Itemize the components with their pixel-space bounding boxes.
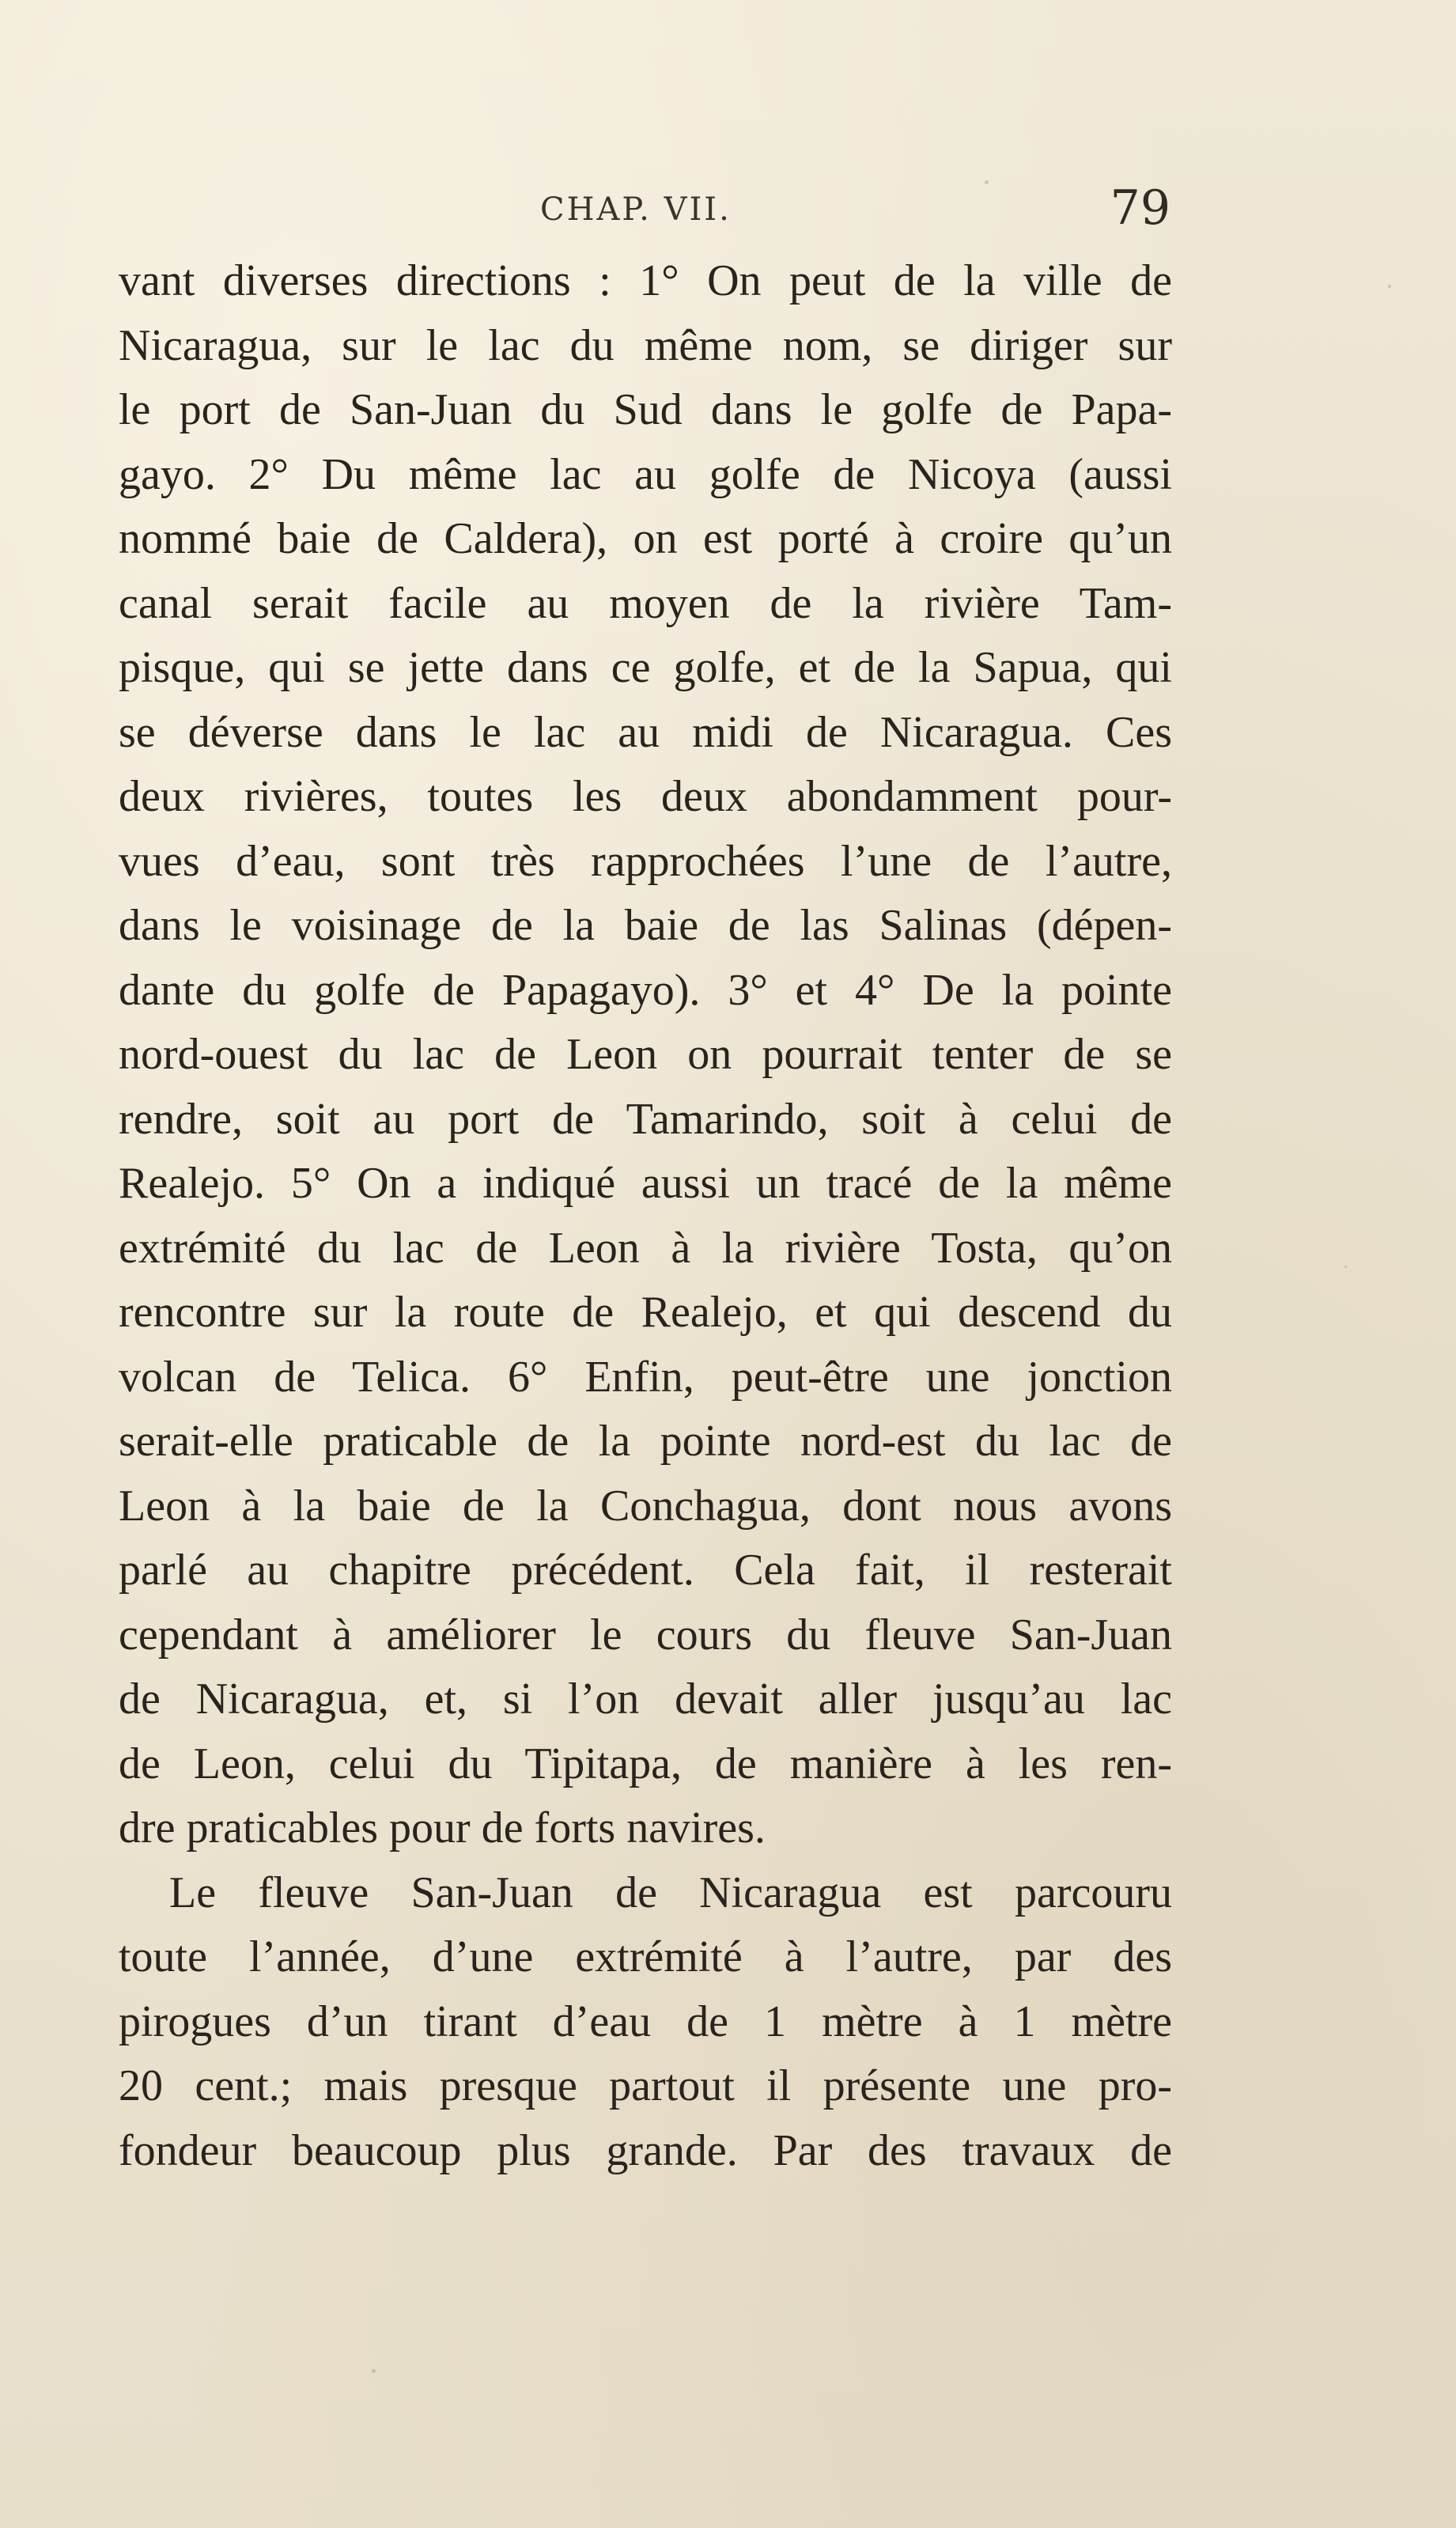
paper-speck bbox=[1388, 285, 1391, 288]
text-line: dans le voisinage de la baie de las Salinas (dépen- bbox=[119, 901, 1172, 950]
text-line-paragraph-end: dre praticables pour de forts navires. bbox=[119, 1803, 766, 1852]
text-line: se déverse dans le lac au midi de Nicaragua. Ces bbox=[119, 707, 1172, 757]
paper-speck bbox=[1344, 1266, 1347, 1268]
text-line: vant diverses directions : 1° On peut de la ville de bbox=[119, 256, 1172, 305]
page-header bbox=[119, 180, 1170, 244]
page-number: 79 bbox=[1110, 180, 1170, 236]
text-line: toute l’année, d’une extrémité à l’autre, par des bbox=[119, 1932, 1172, 1981]
text-line: pirogues d’un tirant d’eau de 1 mètre à 1 mètre bbox=[119, 1996, 1172, 2046]
text-line: cependant à améliorer le cours du fleuve San-Juan bbox=[119, 1610, 1172, 1659]
text-line: pisque, qui se jette dans ce golfe, et de la Sapua, qui bbox=[119, 643, 1172, 692]
text-line: Nicaragua, sur le lac du même nom, se diriger sur bbox=[119, 320, 1172, 370]
text-line: volcan de Telica. 6° Enfin, peut-être une jonction bbox=[119, 1352, 1172, 1402]
text-line: de Leon, celui du Tipitapa, de manière à les ren- bbox=[119, 1739, 1172, 1788]
text-line: Leon à la baie de la Conchagua, dont nous avons bbox=[119, 1481, 1172, 1531]
text-line: de Nicaragua, et, si l’on devait aller jusqu’au lac bbox=[119, 1675, 1172, 1724]
text-line: rencontre sur la route de Realejo, et qui descend du bbox=[119, 1288, 1172, 1337]
text-line: nommé baie de Caldera), on est porté à croire qu’un bbox=[119, 514, 1172, 563]
text-line: dante du golfe de Papagayo). 3° et 4° De la pointe bbox=[119, 965, 1172, 1015]
text-line: le port de San-Juan du Sud dans le golfe de Papa- bbox=[119, 385, 1172, 434]
text-line-paragraph-start: Le fleuve San-Juan de Nicaragua est parcouru bbox=[169, 1868, 1172, 1917]
text-line: 20 cent.; mais presque partout il présente une pro- bbox=[119, 2061, 1172, 2110]
text-line: nord-ouest du lac de Leon on pourrait tenter de se bbox=[119, 1030, 1172, 1079]
text-line: deux rivières, toutes les deux abondamment pour- bbox=[119, 772, 1172, 821]
text-line: Realejo. 5° On a indiqué aussi un tracé de la même bbox=[119, 1159, 1172, 1208]
paper-speck bbox=[372, 2369, 376, 2373]
text-line: fondeur beaucoup plus grande. Par des travaux de bbox=[119, 2125, 1172, 2175]
text-line: gayo. 2° Du même lac au golfe de Nicoya (aussi bbox=[119, 449, 1172, 499]
text-line: canal serait facile au moyen de la rivière Tam- bbox=[119, 578, 1172, 628]
text-line: extrémité du lac de Leon à la rivière Tosta, qu’on bbox=[119, 1223, 1172, 1273]
text-line: vues d’eau, sont très rapprochées l’une de l’autre, bbox=[119, 836, 1172, 886]
text-line: parlé au chapitre précédent. Cela fait, il resterait bbox=[119, 1546, 1172, 1595]
text-line: serait-elle praticable de la pointe nord-est du lac de bbox=[119, 1417, 1172, 1466]
running-title: CHAP. VII. bbox=[540, 191, 732, 228]
text-line: rendre, soit au port de Tamarindo, soit à celui de bbox=[119, 1094, 1172, 1144]
body-text bbox=[119, 249, 1172, 2183]
